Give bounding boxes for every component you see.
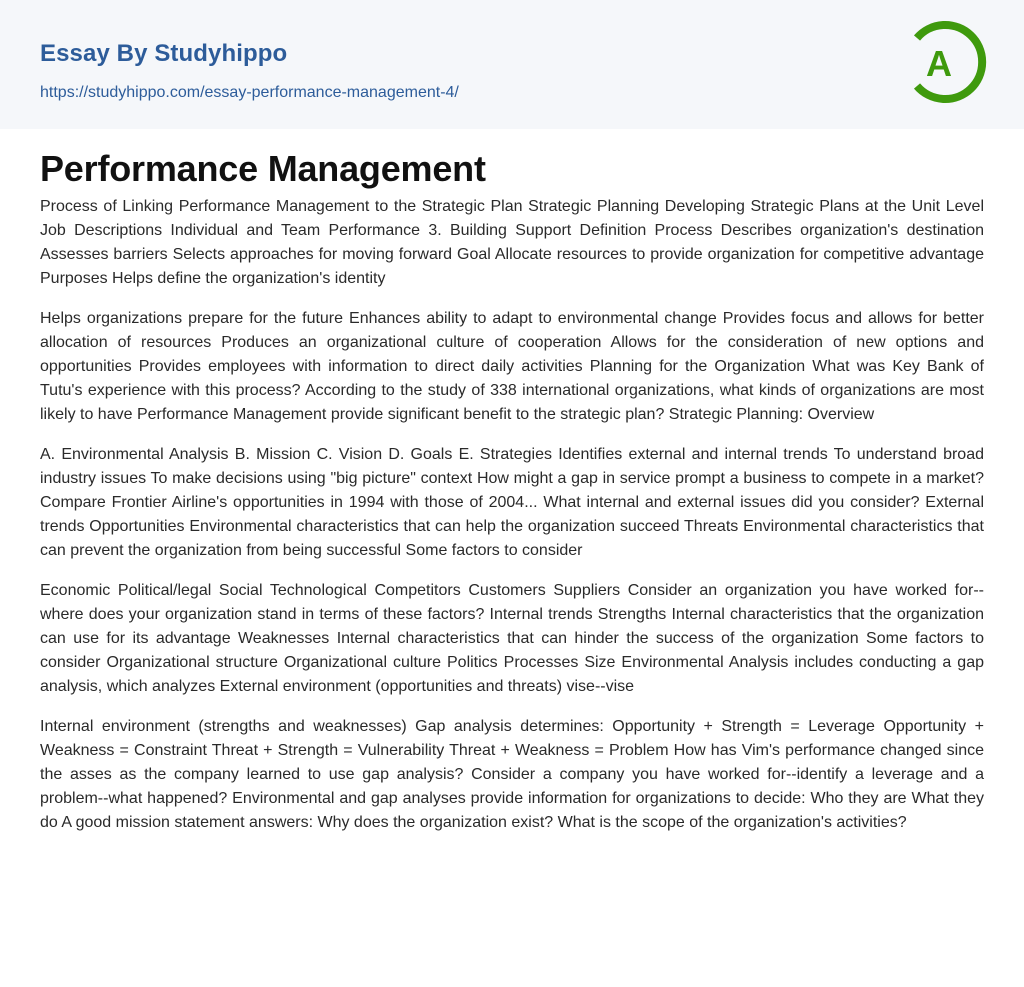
essay-content [0, 147, 1024, 835]
essay-paragraph: Process of Linking Performance Management to the Strategic Plan Strategic Planning Developing Strategic Plans at the Unit Level Job Descriptions Individual and Team Performance 3. Building Support Definition Process Describes organization's destination Assesses barriers Selects approaches for moving forward Goal Allocate resources to provide organization for competitive advantage Purposes Helps define the organization's identity [40, 198, 984, 287]
page-title: Performance Management [40, 148, 486, 189]
essay-url-link[interactable]: https://studyhippo.com/essay-performance-management-4/ [40, 84, 459, 101]
essay-paragraph: A. Environmental Analysis B. Mission C. Vision D. Goals E. Strategies Identifies external and internal trends To understand broad industry issues To make decisions using "big picture" context How might a gap in service prompt a business to compete in a market? Compare Frontier Airline's opportunities in 1994 with those of 2004... What internal and external issues did you consider? External trends Opportunities Environmental characteristics that can help the organization succeed Threats Environmental characteristics that can prevent the organization from being successful Some factors to consider [40, 446, 984, 559]
essay-paragraph: Economic Political/legal Social Technological Competitors Customers Suppliers Consider an organization you have worked for--where does your organization stand in terms of these factors? Internal trends Strengths Internal characteristics that the organization can use for its advantage Weaknesses Internal characteristics that can hinder the success of the organization Some factors to consider Organizational structure Organizational culture Politics Processes Size Environmental Analysis includes conducting a gap analysis, which analyzes External environment (opportunities and threats) vise--vise [40, 582, 984, 695]
site-header [0, 0, 1024, 129]
essay-paragraph: Helps organizations prepare for the future Enhances ability to adapt to environmental change Provides focus and allows for better allocation of resources Produces an organizational culture of cooperation Allows for the consideration of new options and opportunities Provides employees with information to direct daily activities Planning for the Organization What was Key Bank of Tutu's experience with this process? According to the study of 338 international organizations, what kinds of organizations are most likely to have Performance Management provide significant benefit to the strategic plan? Strategic Planning: Overview [40, 310, 984, 423]
studyhippo-logo-icon[interactable] [908, 18, 988, 106]
brand-title: Essay By Studyhippo [40, 40, 288, 67]
logo-letter: A [926, 43, 952, 84]
essay-paragraph: Internal environment (strengths and weaknesses) Gap analysis determines: Opportunity + Strength = Leverage Opportunity + Weakness = Constraint Threat + Strength = Vulnerability Threat + Weakness = Problem How has Vim's performance changed since the asses as the company learned to use gap analysis? Consider a company you have worked for--identify a leverage and a problem--what happened? Environmental and gap analyses provide information for organizations to decide: Who they are What they do A good mission statement answers: Why does the organization exist? What is the scope of the organization's activities? [40, 718, 984, 831]
